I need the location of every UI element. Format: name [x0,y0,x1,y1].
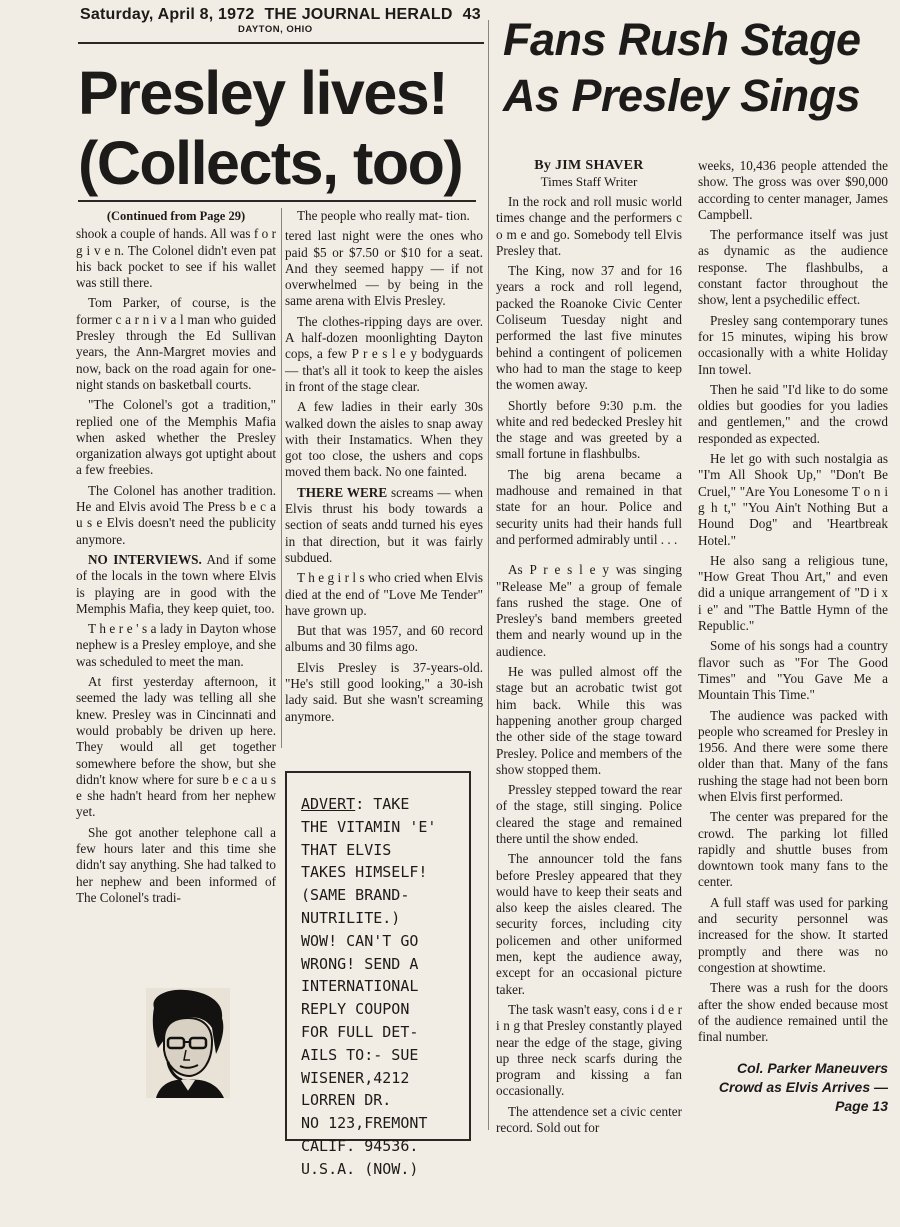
subhead-text: And if some of the locals in the town where Elvis is playing are in good with the Memphis Mafia, they keep quiet, too. [76,551,276,616]
paragraph: Presley sang contemporary tunes for 15 minutes, wiping his brow occasionally with a white Holiday Inn towel. [698,312,888,377]
paragraph-with-subhead [285,485,483,566]
paragraph: The task wasn't easy, cons i d e r i n g that Presley constantly played near the edge of the stage, giving up three neck scarfs during the program and kissing a fan occasionally. [496,1001,682,1099]
paragraph: The people who really mat- tion. [297,208,470,223]
masthead-city: DAYTON, OHIO [238,24,313,35]
advert-line: NUTRILITE.) [301,908,401,927]
right-story-column-1 [496,158,682,1140]
paragraph-with-subhead [76,552,276,617]
paragraph: shook a couple of hands. All was f o r g i v e n. The Colonel didn't even pat his back pocket to see if his wallet was still there. [76,226,276,291]
paragraph: T h e r e ' s a lady in Dayton whose nephew is a Presley employe, and she was scheduled to meet the man. [76,621,276,669]
paragraph: Elvis Presley is 37-years-old. "He's still good looking," a 30-ish lady said. But she wasn't screaming anymore. [285,659,483,724]
paragraph: The announcer told the fans before Presley appeared that they would have to keep their seats and also keep the aisles cleared. The security forces, including city policemen and other uniformed men, kept the audience away, except for an occasional picture taker. [496,851,682,997]
paragraph: The King, now 37 and for 16 years a rock and roll legend, packed the Roanoke Civic Center Coliseum Tuesday night and performed the last five minutes behind a contingent of policemen who had to man the stage to keep the women away. [496,263,682,393]
left-story-column-2 [285,208,483,729]
paragraph: A few ladies in their early 30s walked down the aisles to snap away with their Instamatics. When they got too close, the ushers and cops moved them back. No one fainted. [285,399,483,480]
advert-line: AILS TO:- SUE [301,1045,419,1064]
paragraph: The clothes-ripping days are over. A half-dozen moonlighting Dayton cops, a few P r e s l e y bodyguards — that's all it took to keep the aisles in front of the stage clear. [285,313,483,394]
paragraph: There was a rush for the doors after the show ended because most of the audience remained until the final number. [698,980,888,1045]
advert-box [285,771,471,1178]
subhead: NO INTERVIEWS. [88,551,202,567]
left-headline-line-2: (Collects, too) [78,129,463,197]
paragraph: The performance itself was just as dynamic as the audience response. The flashbulbs, a constant factor throughout the show, lent a psychedilic effect. [698,227,888,308]
paragraph: Some of his songs had a country flavor such as "For The Good Times" and "You Gave Me a Mountain This Time." [698,638,888,703]
paragraph: The audience was packed with people who screamed for Presley in 1956. And there were some there older than that. Many of the fans rushing the stage had not been born when Elvis first performed. [698,707,888,804]
advert-tag: ADVERT [301,795,356,813]
paragraph: As P r e s l e y was singing "Release Me" a group of female fans rushed the stage. One of Presley's band members greeted them and nearly wound up in the audience. [496,562,682,659]
jump-line-2: Crowd as Elvis Arrives — [718,1079,888,1096]
masthead-rule [78,42,484,44]
advert-line: NO 123,FREMONT [301,1114,428,1133]
advert-line: TAKES HIMSELF! [301,863,428,882]
paragraph: "The Colonel's got a tradition," replied one of the Memphis Mafia when asked whether the Presley organization always got uptight about a few freebies. [76,397,276,478]
masthead-paper: THE JOURNAL HERALD [264,6,453,23]
paragraph: He also sang a religious tune, "How Great Thou Art," and even did a unique arrangement of "D i x i e" and "The Battle Hymn of the Republic." [698,552,888,634]
right-headline [503,12,893,124]
paragraph: Then he said "I'd like to do some oldies but goodies for you ladies and gentlemen," and the crowd responded as expected. [698,381,888,446]
advert-line: LORREN DR. [301,1091,392,1110]
jump-line-3: Page 13 [835,1098,888,1115]
paragraph: The Colonel has another tradition. He and Elvis avoid The Press b e c a u s e Elvis doesn't need the publicity anymore. [76,482,276,547]
left-headline [78,58,463,198]
advert-line: REPLY COUPON [301,1000,410,1019]
paragraph: In the rock and roll music world times change and the performers c o m e and go. Somebody tell Elvis Presley that. [496,194,682,258]
jump-line [698,1059,888,1116]
advert-line: WOW! CAN'T GO [301,931,419,950]
jump-line-1: Col. Parker Maneuvers [737,1060,888,1077]
masthead-page-number: 43 [462,6,481,23]
byline-name: By JIM SHAVER [534,158,644,173]
paragraph: At first yesterday afternoon, it seemed the lady was telling all she knew. Presley was in Cincinnati and would probably be driven up here. They would all get together somewhere before the show, but she didn't know where for sure b e c a u s e she hadn't heard from her nephew yet. [76,674,276,820]
advert-line: FOR FULL DET- [301,1022,419,1041]
subhead-text: screams — when Elvis thrust his body towards a section of seats andd turned his eyes in that direction, but it was fairly subdued. [285,484,484,565]
paragraph: He let go with such nostalgia as "I'm All Shook Up," "Don't Be Cruel," "Are You Lonesome T o n i g h t," "You Ain't Nothing But a Hound Dog" and 'Heartbreak Hotel." [698,451,888,548]
byline-title: Times Staff Writer [540,174,638,189]
byline [496,158,682,190]
paragraph: Shortly before 9:30 p.m. the white and red bedecked Presley hit the stage and was greeted by a small fortune in flashbulbs. [496,397,682,462]
masthead [80,6,481,35]
advert-line-text: : TAKE [355,795,410,813]
portrait-icon [146,988,230,1098]
paragraph: He was pulled almost off the stage but an acrobatic twist got him back. While this was happening another group charged the other side of the stage toward Presley. Police and members of the show stopped them. [496,664,682,777]
continued-from-note: (Continued from Page 29) [106,209,246,223]
right-story-column-2 [698,158,888,1116]
story-divider [488,20,489,1130]
paragraph: But that was 1957, and 60 record albums and 30 films ago. [285,623,483,655]
masthead-date: Saturday, April 8, 1972 [80,6,255,23]
headline-rule [78,200,476,202]
advert-line: THE VITAMIN 'E' [301,817,437,836]
advert-line: WISENER,4212 [301,1068,410,1087]
paragraph: Pressley stepped toward the rear of the stage, still singing. Police cleared the stage and remained there until the show ended. [496,782,682,846]
advert-line: INTERNATIONAL [301,977,419,996]
paragraph: tered last night were the ones who paid $5 or $7.50 or $10 for a seat. And they seemed happy — if not overwhelmed — by being in the same arena with Elvis Presley. [285,228,483,309]
right-headline-line-2: As Presley Sings [503,70,861,121]
paragraph: She got another telephone call a few hours later and this time she didn't say anything. She had talked to her nephew and been informed of The Colonel's tradi- [76,824,276,905]
advert-line: CALIF. 94536. [301,1136,419,1155]
advert-line: U.S.A. (NOW.) [301,1159,419,1178]
left-story-column-1 [76,208,276,910]
left-headline-line-1: Presley lives! [78,59,448,127]
masthead-line [80,6,480,24]
paragraph: The attendence set a civic center record. Sold out for [496,1103,682,1136]
elvis-portrait-sketch [146,988,230,1098]
paragraph: The center was prepared for the crowd. The parking lot filled rapidly and shuttle buses from downtown took many fans to the center. [698,809,888,890]
paragraph: weeks, 10,436 people attended the show. The gross was over $90,000 according to center manager, James Campbell. [698,158,888,222]
advert-line: (SAME BRAND- [301,886,410,905]
advert-line-1 [301,793,459,816]
paragraph: T h e g i r l s who cried when Elvis died at the end of "Love Me Tender" have grown up. [285,570,483,618]
right-headline-line-1: Fans Rush Stage [503,14,861,65]
subhead: THERE WERE [297,484,388,500]
advert-line: THAT ELVIS [301,840,392,859]
paragraph: The big arena became a madhouse and remained in that state for an hour. Police and security units had their hands full and performed admirably until . . . [496,466,682,547]
paragraph: A full staff was used for parking and security personnel was increased for the show. It started promptly and there was no congestion at showtime. [698,894,888,975]
advert-line: WRONG! SEND A [301,954,419,973]
paragraph: Tom Parker, of course, is the former c a r n i v a l man who guided Presley through the Ed Sullivan years, the Ann-Margret movies and now, back on the road again for one-night stands on basketball courts. [76,295,276,392]
column-divider [281,208,282,748]
